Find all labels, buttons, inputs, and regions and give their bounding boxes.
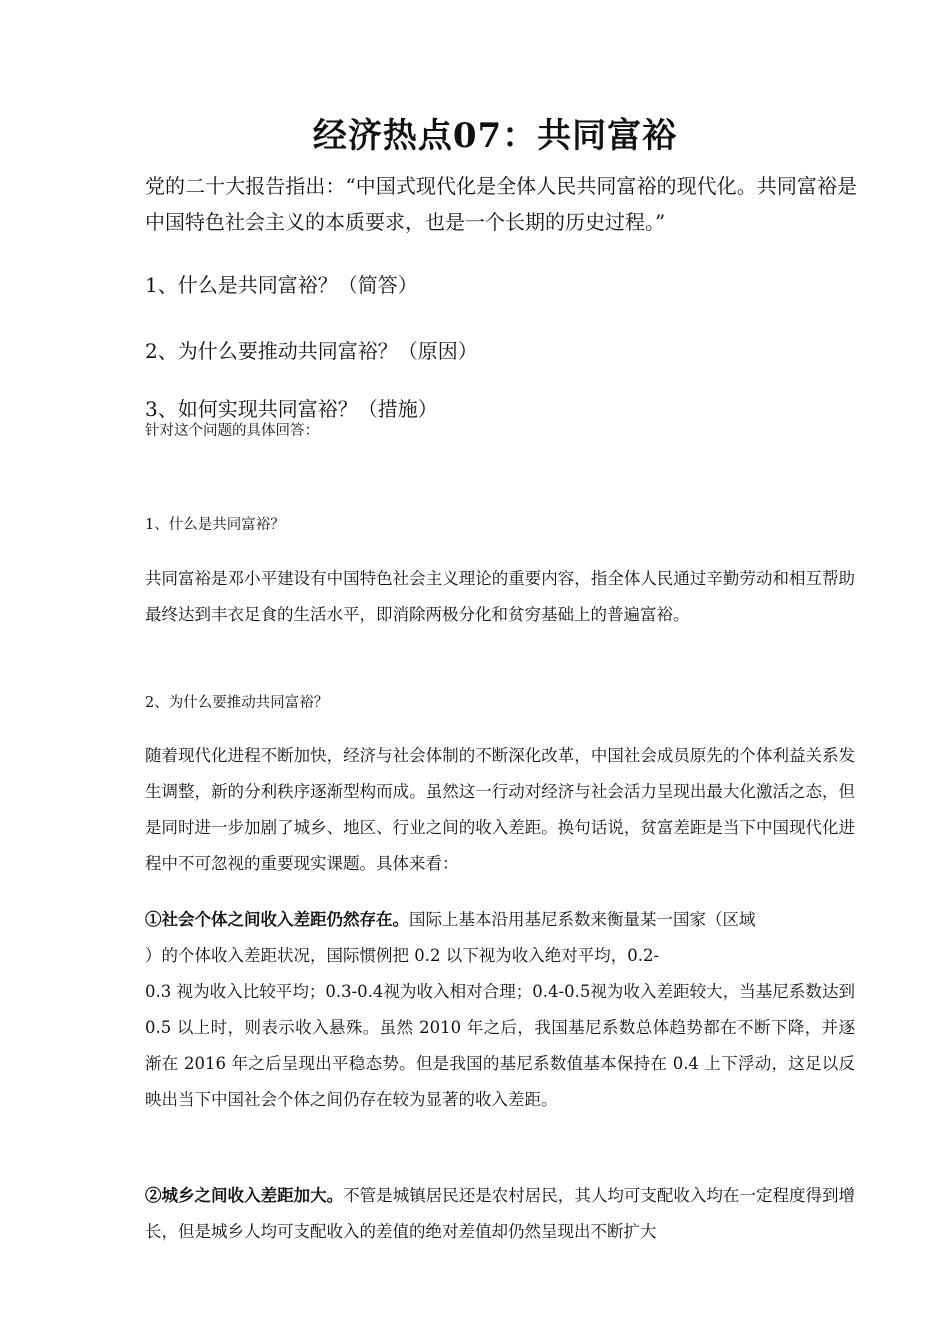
section-1-body: 共同富裕是邓小平建设有中国特色社会主义理论的重要内容，指全体人民通过辛勤劳动和相互帮助最终达到丰衣足食的生活水平，即消除两极分化和贫穷基础上的普遍富裕。 xyxy=(145,569,855,624)
intro-paragraph: 党的二十大报告指出：“中国式现代化是全体人民共同富裕的现代化。共同富裕是中国特色社会主义的本质要求，也是一个长期的历史过程。” xyxy=(145,174,857,234)
question-1: 1、什么是共同富裕？（简答） xyxy=(145,273,418,297)
question-3: 3、如何实现共同富裕？（措施） xyxy=(145,397,438,421)
section-2-body: 随着现代化进程不断加快，经济与社会体制的不断深化改革，中国社会成员原先的个体利益关系发生调整，新的分利秩序逐渐型构而成。虽然这一行动对经济与社会活力呈现出最大化激活之态，但是同时进一步加剧了城乡、地区、行业之间的收入差距。换句话说，贫富差距是当下中国现代化进程中不可忽视的重要现实课题。具体来看： xyxy=(145,746,855,873)
point-2-text: 不管是城镇居民还是农村居民，其人均可支配收入均在一定程度得到增长，但是城乡人均可支配收入的差值的绝对差值却仍然呈现出不断扩大 xyxy=(145,1186,856,1241)
point-1-line-1-text: 国际上基本沿用基尼系数来衡量某一国家（区域 xyxy=(409,910,756,929)
point-2-paragraph xyxy=(145,1178,855,1250)
section-2-heading: 2、为什么要推动共同富裕？ xyxy=(145,695,329,711)
page-title: 经济热点07：共同富裕 xyxy=(312,116,678,156)
point-1-line-1 xyxy=(145,902,855,938)
point-1-heading: ①社会个体之间收入差距仍然存在。 xyxy=(145,910,409,929)
point-1-line-2: ）的个体收入差距状况，国际惯例把 0.2 以下视为收入绝对平均，0.2- xyxy=(145,946,660,965)
point-1-rest: 0.3 视为收入比较平均；0.3-0.4视为收入相对合理；0.4-0.5视为收入差距较大，当基尼系数达到 0.5 以上时，则表示收入悬殊。虽然 2010 年之后，我国基尼系数总体趋势都在不断下降，并逐渐在 2016 年之后呈现出平稳态势。但是我国的基尼系数值基本保持在 0.4 上下浮动，这足以反映出当下中国社会个体之间仍存在较为显著的收入差距。 xyxy=(145,982,855,1109)
section-1-heading: 1、什么是共同富裕？ xyxy=(145,517,285,533)
question-2: 2、为什么要推动共同富裕？（原因） xyxy=(145,339,478,363)
point-2-heading: ②城乡之间收入差距加大。 xyxy=(145,1186,344,1205)
answer-intro: 针对这个问题的具体回答： xyxy=(145,423,319,439)
